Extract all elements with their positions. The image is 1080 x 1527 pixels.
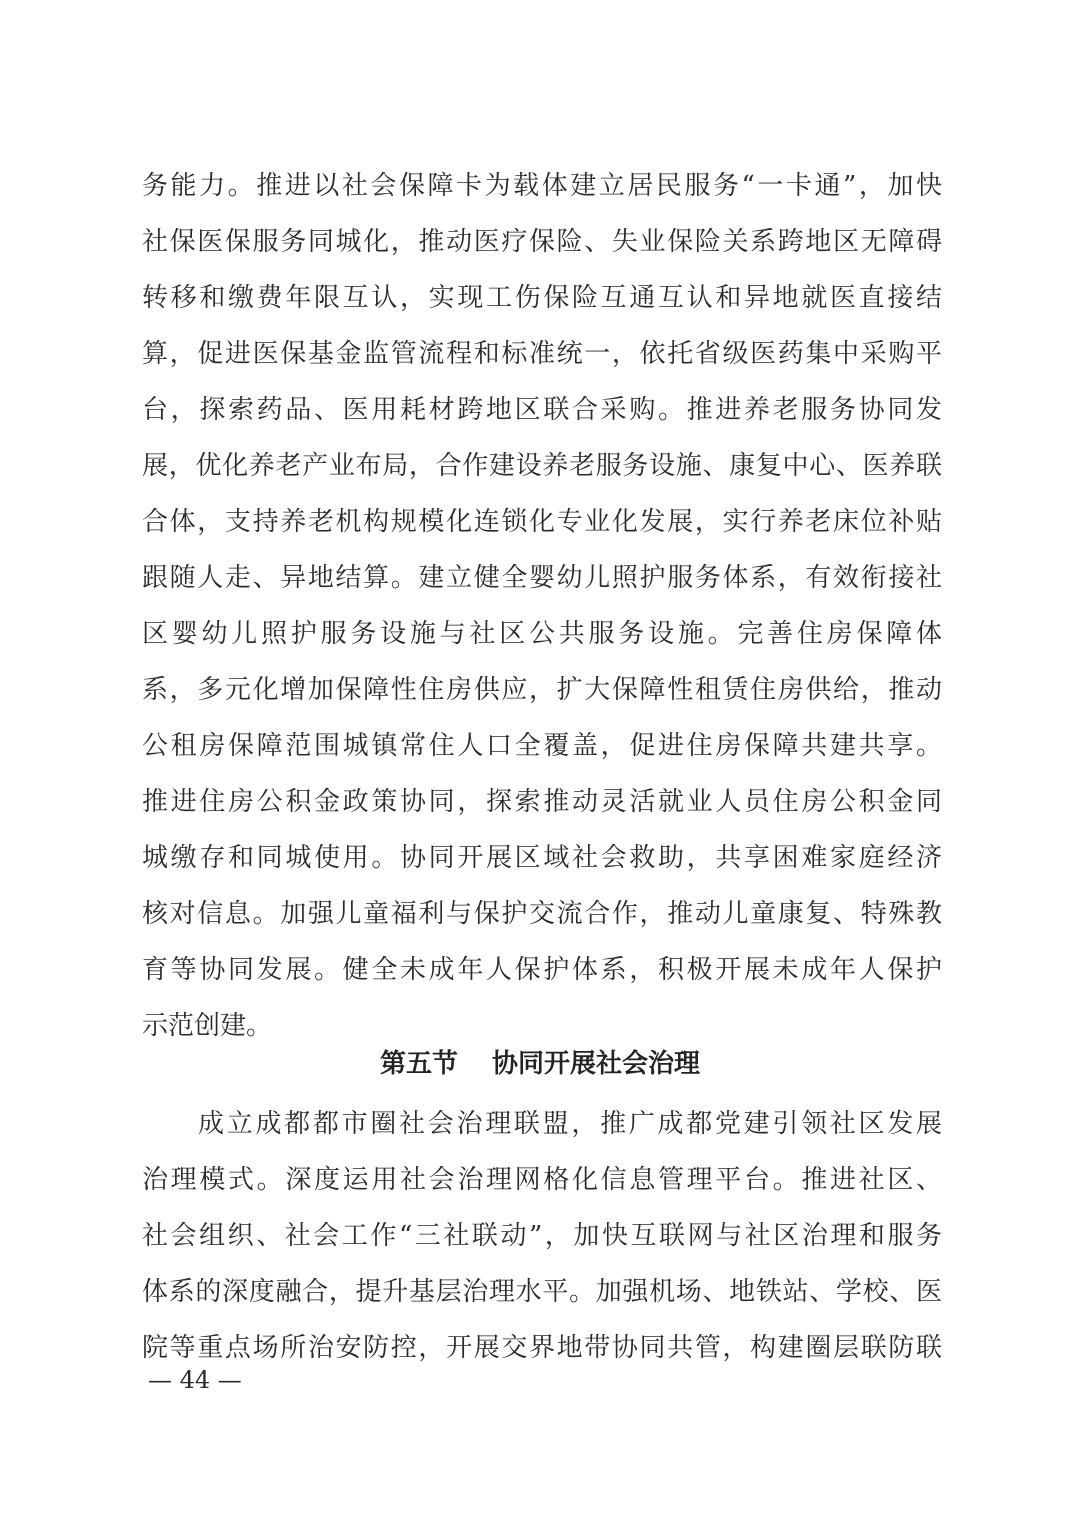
paragraph-2	[142, 1096, 942, 1376]
text-line: 城缴存和同城使用。协同开展区域社会救助，共享困难家庭经济	[142, 843, 942, 873]
text-line: 转移和缴费年限互认，实现工伤保险互通互认和异地就医直接结	[142, 283, 942, 313]
text-line: 台，探索药品、医用耗材跨地区联合采购。推进养老服务协同发	[142, 395, 942, 425]
text-line: 公租房保障范围城镇常住人口全覆盖，促进住房保障共建共享。	[142, 731, 942, 761]
text-line: 治理模式。深度运用社会治理网格化信息管理平台。推进社区、	[142, 1165, 942, 1195]
paragraph-1	[142, 158, 942, 1054]
text-line: 算，促进医保基金监管流程和标准统一，依托省级医药集中采购平	[142, 339, 942, 369]
text-line: 院等重点场所治安防控，开展交界地带协同共管，构建圈层联防联	[142, 1333, 942, 1363]
text-line: 社保医保服务同城化，推动医疗保险、失业保险关系跨地区无障碍	[142, 227, 942, 257]
section-title: 协同开展社会治理	[492, 1049, 701, 1079]
text-line: 育等协同发展。健全未成年人保护体系，积极开展未成年人保护	[142, 955, 942, 985]
text-line: 推进住房公积金政策协同，探索推动灵活就业人员住房公积金同	[142, 787, 942, 817]
text-line: 体系的深度融合，提升基层治理水平。加强机场、地铁站、学校、医	[142, 1277, 942, 1307]
text-line: 合体，支持养老机构规模化连锁化专业化发展，实行养老床位补贴	[142, 507, 942, 537]
text-line: 核对信息。加强儿童福利与保护交流合作，推动儿童康复、特殊教	[142, 899, 942, 929]
text-line: 务能力。推进以社会保障卡为载体建立居民服务“一卡通”，加快	[142, 171, 942, 201]
text-line: 成立成都都市圈社会治理联盟，推广成都党建引领社区发展	[198, 1109, 942, 1139]
text-line: 跟随人走、异地结算。建立健全婴幼儿照护服务体系，有效衔接社	[142, 563, 942, 593]
page-number: — 44 —	[148, 1366, 242, 1394]
text-line: 区婴幼儿照护服务设施与社区公共服务设施。完善住房保障体	[142, 619, 942, 649]
text-line: 系，多元化增加保障性住房供应，扩大保障性租赁住房供给，推动	[142, 675, 942, 705]
text-line: 示范创建。	[142, 1011, 273, 1041]
section-number: 第五节	[379, 1049, 458, 1079]
text-line: 社会组织、社会工作“三社联动”，加快互联网与社区治理和服务	[142, 1221, 942, 1251]
text-line: 展，优化养老产业布局，合作建设养老服务设施、康复中心、医养联	[142, 451, 942, 481]
section-heading	[0, 1036, 1080, 1092]
